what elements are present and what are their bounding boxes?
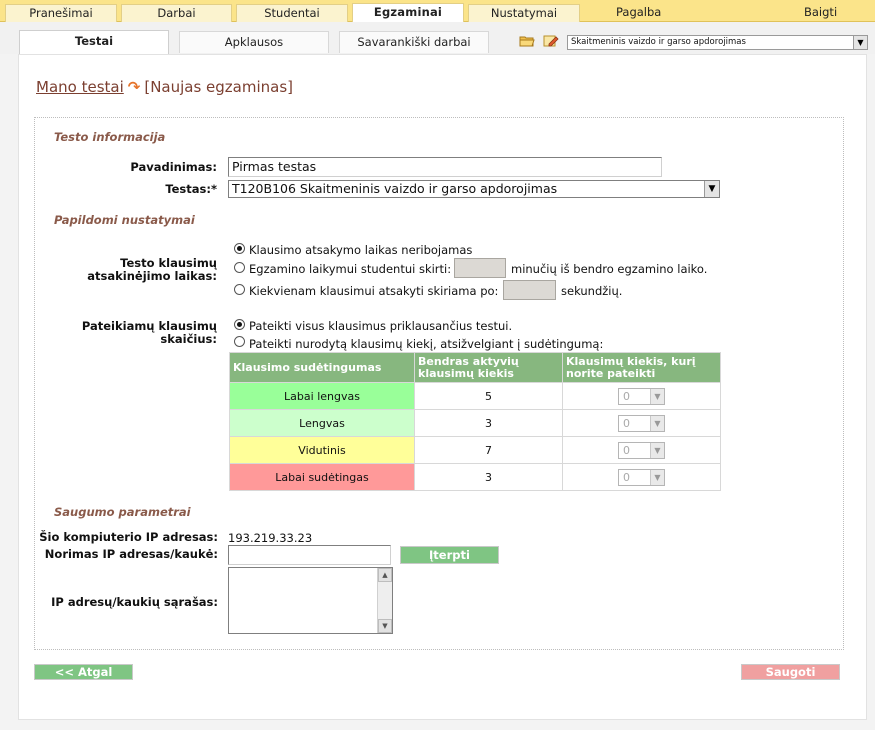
wanted-ip-label: Norimas IP adresas/kaukė: <box>44 547 218 561</box>
wanted-count-value: 0 <box>623 470 630 484</box>
header-difficulty: Klausimo sudėtingumas <box>230 353 415 383</box>
wanted-count-cell <box>563 464 721 491</box>
table-row <box>230 410 721 437</box>
time-unlimited-radio[interactable] <box>234 243 245 254</box>
ip-list-label: IP adresų/kaukių sąrašas: <box>51 595 218 609</box>
question-count-label-line2: skaičius: <box>160 332 217 346</box>
time-exam-share-radio[interactable] <box>234 262 245 273</box>
breadcrumb-current: [Naujas egzaminas] <box>144 78 294 96</box>
save-button[interactable]: Saugoti <box>741 664 840 680</box>
subtab-independent-works[interactable]: Savarankiški darbai <box>339 31 489 53</box>
name-label: Pavadinimas: <box>130 160 217 174</box>
chevron-down-icon[interactable]: ▼ <box>704 181 719 197</box>
test-name-input[interactable]: Pirmas testas <box>228 157 662 177</box>
wanted-count-select[interactable] <box>618 469 665 486</box>
difficulty-table <box>229 352 721 491</box>
wanted-count-select[interactable] <box>618 415 665 432</box>
chevron-down-icon[interactable]: ▼ <box>650 416 664 431</box>
total-active-cell: 3 <box>415 464 563 491</box>
test-select-value: T120B106 Skaitmeninis vaizdo ir garso apdorojimas <box>232 181 558 196</box>
minutes-suffix-text: minučių iš bendro egzamino laiko. <box>511 262 708 276</box>
section-title-extra-settings: Papildomi nustatymai <box>54 213 195 227</box>
sub-navigation <box>0 22 875 54</box>
time-per-question-text: Kiekvienam klausimui atsakyti skiriama po: <box>249 284 499 298</box>
nav-exit-link[interactable]: Baigti <box>804 5 838 19</box>
count-all-text: Pateikti visus klausimus priklausančius testui. <box>249 319 513 333</box>
chevron-down-icon[interactable]: ▼ <box>853 36 867 49</box>
table-row <box>230 437 721 464</box>
wanted-ip-input[interactable] <box>228 545 391 565</box>
scroll-up-icon[interactable]: ▲ <box>378 568 392 582</box>
count-all-radio[interactable] <box>234 319 245 330</box>
ip-list-textarea[interactable] <box>228 567 393 634</box>
difficulty-level-cell: Lengvas <box>230 410 415 437</box>
wanted-count-select[interactable] <box>618 442 665 459</box>
course-select[interactable] <box>567 35 868 50</box>
answer-time-label-line1: Testo klausimų <box>120 256 217 270</box>
section-title-security: Saugumo parametrai <box>54 505 191 519</box>
total-active-cell: 5 <box>415 383 563 410</box>
table-row <box>230 383 721 410</box>
nav-help-link[interactable]: Pagalba <box>616 5 662 19</box>
nav-tab-settings[interactable]: Nustatymai <box>468 4 580 22</box>
test-select[interactable] <box>228 180 720 198</box>
total-active-cell: 7 <box>415 437 563 464</box>
chevron-down-icon[interactable]: ▼ <box>650 443 664 458</box>
breadcrumb <box>36 78 293 96</box>
table-row <box>230 464 721 491</box>
section-title-test-info: Testo informacija <box>54 130 166 144</box>
computer-ip-value: 193.219.33.23 <box>228 531 313 545</box>
count-by-difficulty-text: Pateikti nurodytą klausimų kiekį, atsižvelgiant į sudėtingumą: <box>249 337 604 351</box>
answer-time-label-line2: atsakinėjimo laikas: <box>87 269 217 283</box>
back-button[interactable]: << Atgal <box>34 664 133 680</box>
total-active-cell: 3 <box>415 410 563 437</box>
nav-tab-messages[interactable]: Pranešimai <box>5 4 117 22</box>
minutes-input[interactable] <box>454 258 506 278</box>
wanted-count-select[interactable] <box>618 388 665 405</box>
wanted-count-value: 0 <box>623 443 630 457</box>
wanted-count-cell <box>563 410 721 437</box>
difficulty-table-body <box>230 383 721 491</box>
wanted-count-value: 0 <box>623 389 630 403</box>
count-by-difficulty-radio[interactable] <box>234 336 245 347</box>
edit-icon[interactable] <box>543 34 559 48</box>
subtab-tests[interactable]: Testai <box>19 30 169 54</box>
time-unlimited-text: Klausimo atsakymo laikas neribojamas <box>249 243 473 257</box>
difficulty-level-cell: Labai sudėtingas <box>230 464 415 491</box>
wanted-count-value: 0 <box>623 416 630 430</box>
test-label: Testas:* <box>165 182 217 196</box>
folder-icon[interactable] <box>519 34 535 48</box>
seconds-suffix-text: sekundžių. <box>561 284 623 298</box>
breadcrumb-my-tests-link[interactable]: Mano testai <box>36 78 124 96</box>
subtab-surveys[interactable]: Apklausos <box>179 31 329 53</box>
nav-tab-works[interactable]: Darbai <box>121 4 232 22</box>
nav-tab-exams[interactable]: Egzaminai <box>352 3 464 23</box>
course-select-value: Skaitmeninis vaizdo ir garso apdorojimas <box>571 37 746 47</box>
answer-time-label <box>60 257 217 283</box>
chevron-down-icon[interactable]: ▼ <box>650 470 664 485</box>
time-exam-share-text: Egzamino laikymui studentui skirti: <box>249 262 452 276</box>
insert-button[interactable]: Įterpti <box>400 546 499 564</box>
nav-tab-students[interactable]: Studentai <box>236 4 348 22</box>
difficulty-level-cell: Vidutinis <box>230 437 415 464</box>
ip-list-scrollbar[interactable] <box>377 568 392 633</box>
scroll-down-icon[interactable]: ▼ <box>378 619 392 633</box>
difficulty-level-cell: Labai lengvas <box>230 383 415 410</box>
header-total-active: Bendras aktyvių klausimų kiekis <box>415 353 563 383</box>
seconds-input[interactable] <box>503 280 556 300</box>
table-header-row <box>230 353 721 383</box>
time-per-question-radio[interactable] <box>234 284 245 295</box>
question-count-label-line1: Pateikiamų klausimų <box>81 319 217 333</box>
chevron-down-icon[interactable]: ▼ <box>650 389 664 404</box>
redo-arrow-icon: ↷ <box>127 78 141 96</box>
wanted-count-cell <box>563 383 721 410</box>
computer-ip-label: Šio kompiuterio IP adresas: <box>39 530 218 544</box>
question-count-label <box>60 320 217 346</box>
top-navigation <box>0 0 875 22</box>
header-wanted-count: Klausimų kiekis, kurį norite pateikti <box>563 353 721 383</box>
wanted-count-cell <box>563 437 721 464</box>
